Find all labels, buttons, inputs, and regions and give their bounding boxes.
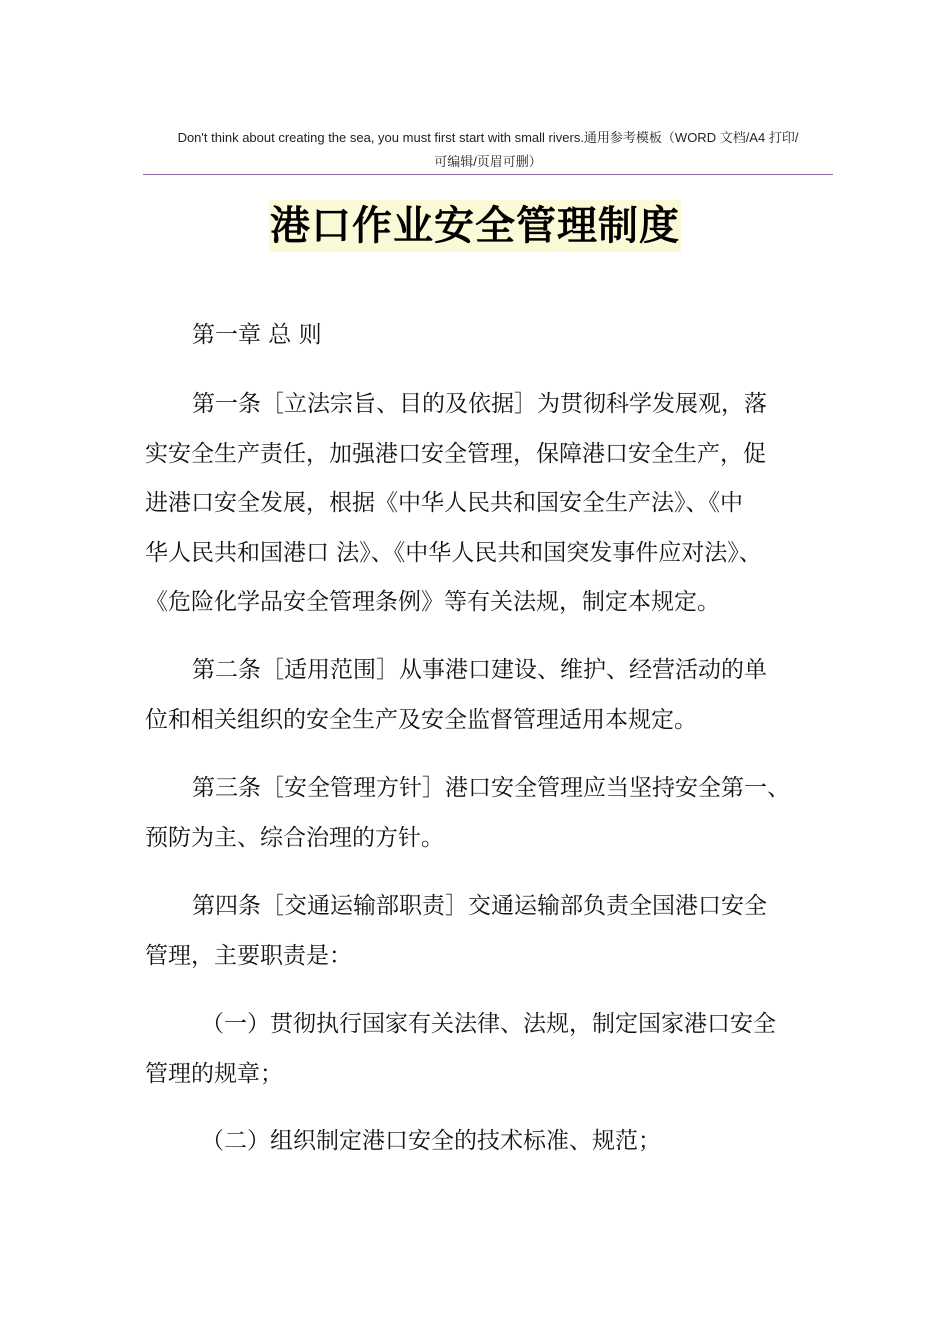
item-2 xyxy=(145,1117,805,1167)
item-1-line: 管理的规章； xyxy=(145,1060,283,1087)
header-line-1: Don't think about creating the sea, you must first start with small rivers.通用参考模板（WORD 文档/A4 打印/ xyxy=(177,130,799,145)
page-header xyxy=(143,126,833,174)
item-1-line: （一）贯彻执行国家有关法律、法规，制定国家港口安全 xyxy=(201,1011,776,1037)
article-4 xyxy=(145,882,805,981)
article-1-line: 第一条［立法宗旨、目的及依据］为贯彻科学发展观，落 xyxy=(192,391,767,417)
article-1-line: 进港口安全发展，根据《中华人民共和国安全生产法》、《中 xyxy=(145,490,743,516)
article-2-line: 位和相关组织的安全生产及安全监督管理适用本规定。 xyxy=(145,706,697,733)
article-4-line: 第四条［交通运输部职责］交通运输部负责全国港口安全 xyxy=(192,893,767,919)
item-2-line: （二）组织制定港口安全的技术标准、规范； xyxy=(201,1128,661,1154)
article-1-line: 《危险化学品安全管理条例》等有关法规，制定本规定。 xyxy=(145,589,720,615)
article-1-line: 华人民共和国港口 法》、《中华人民共和国突发事件应对法》、 xyxy=(145,539,762,566)
article-2-line: 第二条［适用范围］从事港口建设、维护、经营活动的单 xyxy=(192,657,767,683)
article-4-line: 管理，主要职责是： xyxy=(145,942,352,969)
item-1 xyxy=(145,1000,805,1099)
chapter-heading xyxy=(145,311,805,361)
document-title xyxy=(0,200,950,252)
article-1 xyxy=(145,380,805,628)
header-divider xyxy=(143,174,833,175)
article-2 xyxy=(145,646,805,745)
header-line-2: 可编辑/页眉可删） xyxy=(434,154,542,169)
document-title-text: 港口作业安全管理制度 xyxy=(269,200,681,252)
article-1-line: 实安全生产责任，加强港口安全管理，保障港口安全生产，促 xyxy=(145,440,766,467)
chapter-heading-text: 第一章 总 则 xyxy=(192,322,322,348)
article-3 xyxy=(145,764,805,863)
article-3-line: 第三条［安全管理方针］港口安全管理应当坚持安全第一、 xyxy=(192,775,790,801)
article-3-line: 预防为主、综合治理的方针。 xyxy=(145,824,444,851)
